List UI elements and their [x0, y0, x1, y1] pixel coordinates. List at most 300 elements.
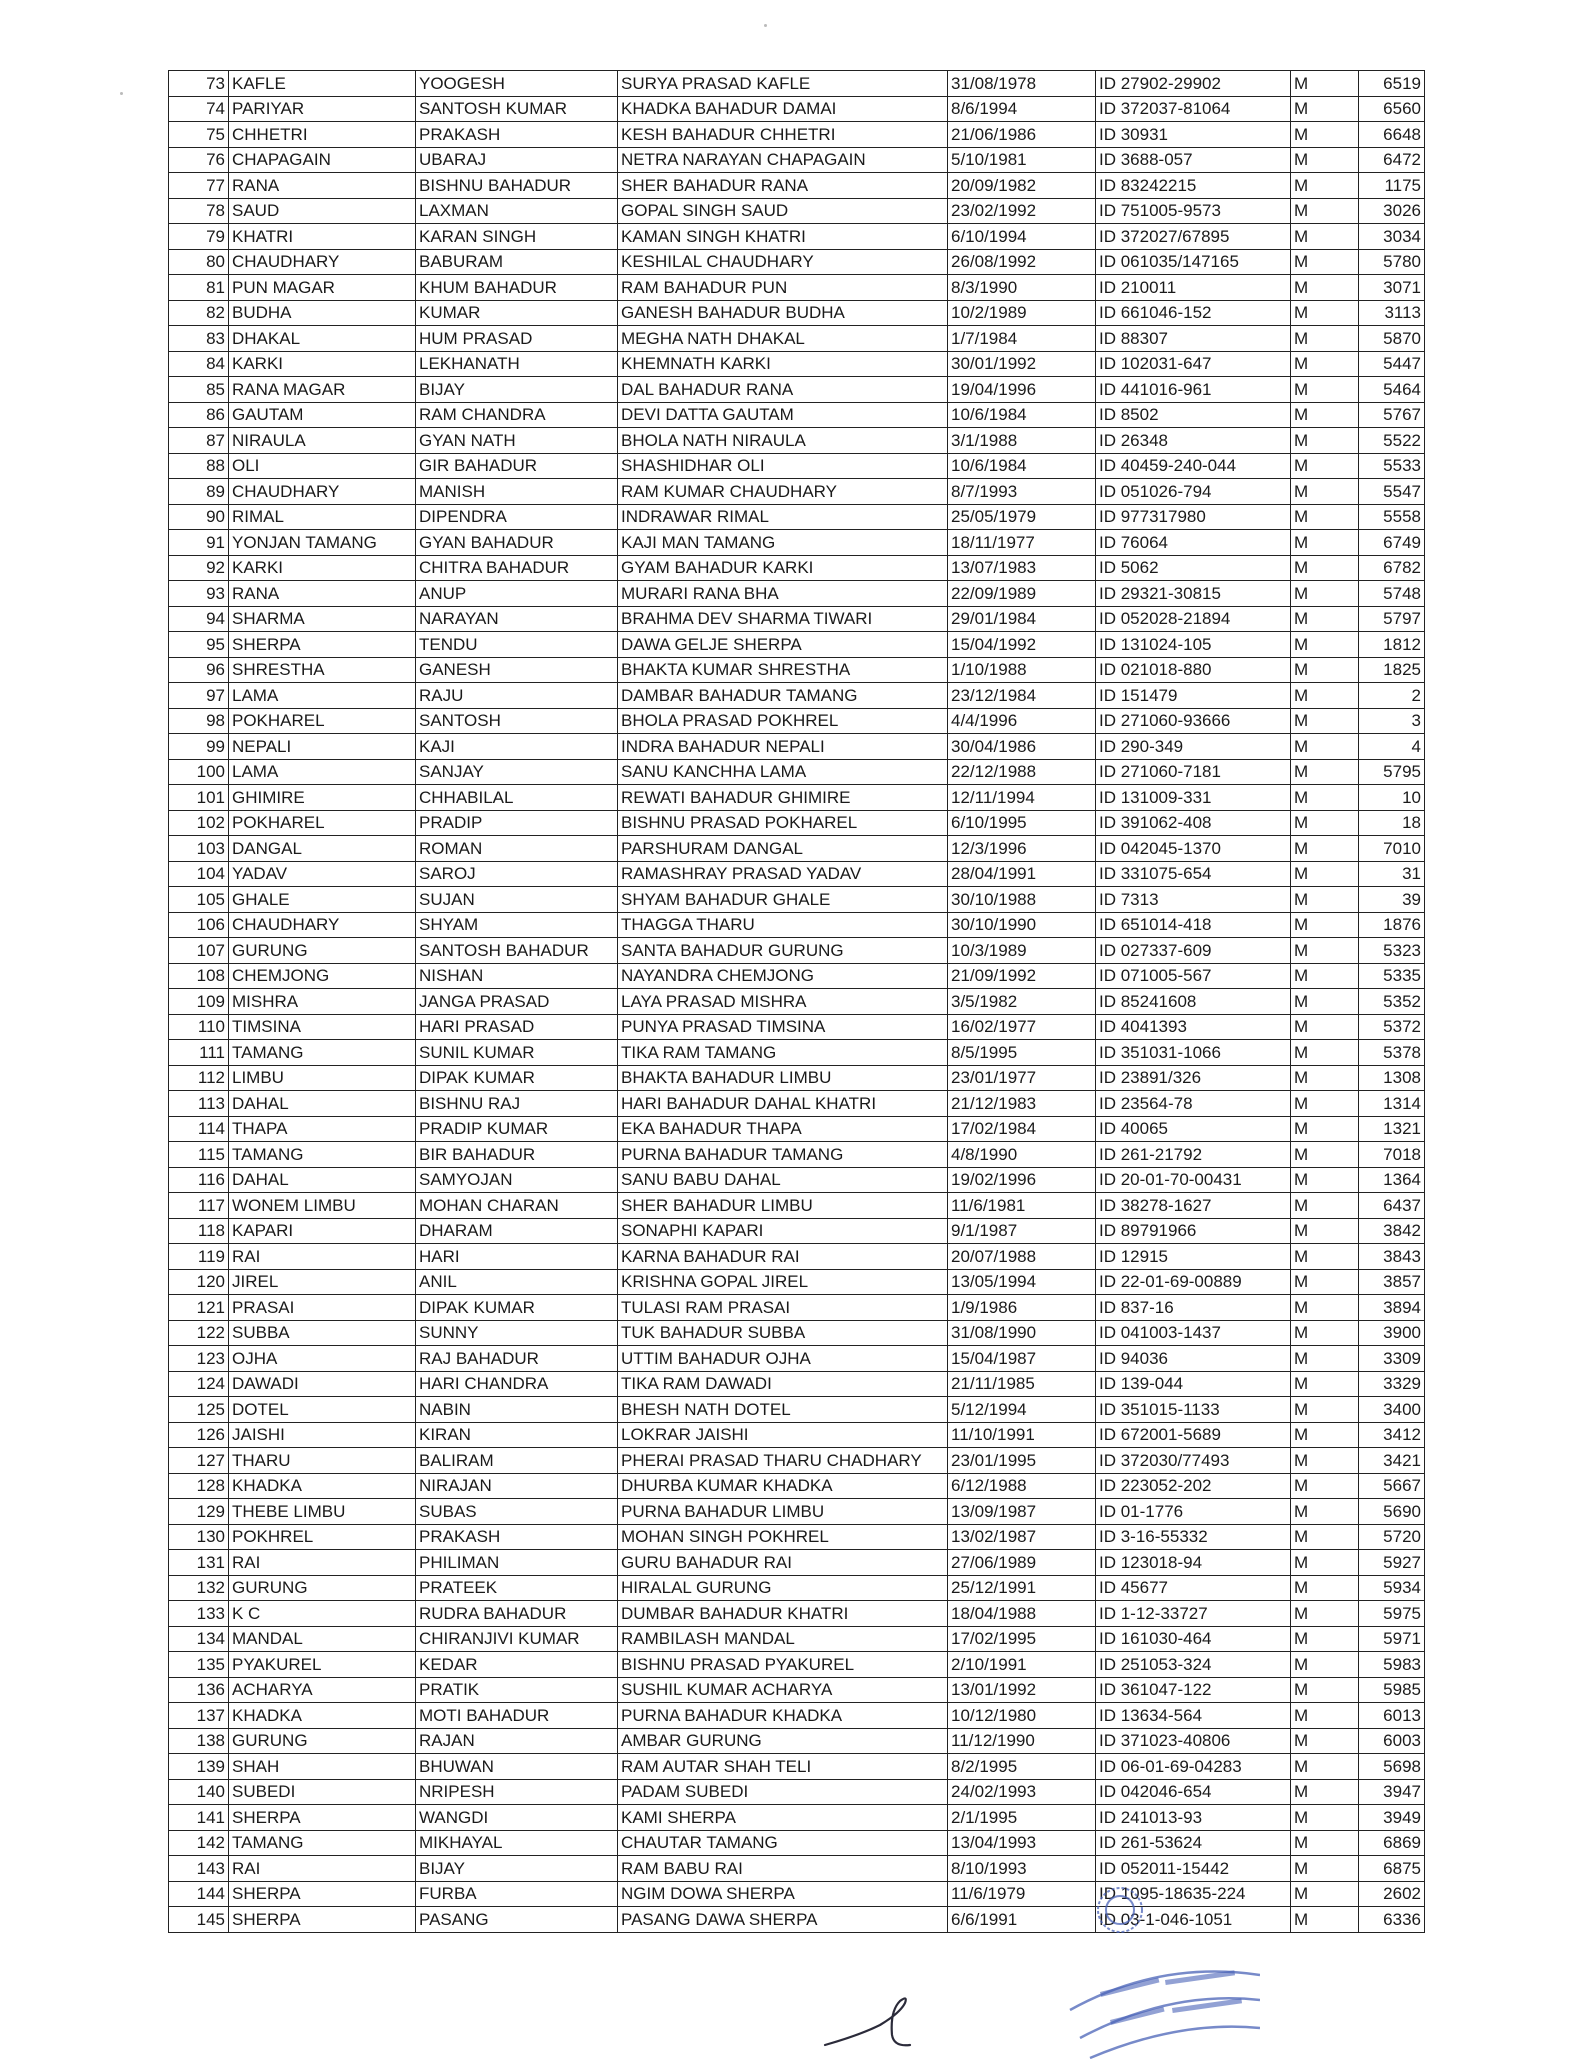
gender-cell: M	[1291, 1371, 1359, 1397]
serial-number-cell: 104	[169, 861, 229, 887]
gender-cell: M	[1291, 1907, 1359, 1933]
serial-number-cell: 106	[169, 912, 229, 938]
serial-number-cell: 86	[169, 402, 229, 428]
code-cell: 6560	[1359, 96, 1425, 122]
table-row	[169, 71, 1425, 97]
table-row	[169, 861, 1425, 887]
serial-number-cell: 135	[169, 1652, 229, 1678]
code-cell: 5533	[1359, 453, 1425, 479]
given-name-cell: BABURAM	[416, 249, 618, 275]
gender-cell: M	[1291, 1779, 1359, 1805]
id-number-cell: ID 027337-609	[1096, 938, 1291, 964]
gender-cell: M	[1291, 606, 1359, 632]
surname-cell: NEPALI	[229, 734, 416, 760]
birth-date-cell: 21/11/1985	[948, 1371, 1096, 1397]
table-row	[169, 1269, 1425, 1295]
given-name-cell: NIRAJAN	[416, 1473, 618, 1499]
id-number-cell: ID 331075-654	[1096, 861, 1291, 887]
birth-date-cell: 21/09/1992	[948, 963, 1096, 989]
table-row	[169, 759, 1425, 785]
id-number-cell: ID 89791966	[1096, 1218, 1291, 1244]
serial-number-cell: 126	[169, 1422, 229, 1448]
table-row	[169, 530, 1425, 556]
father-name-cell: PURNA BAHADUR KHADKA	[618, 1703, 948, 1729]
code-cell: 6875	[1359, 1856, 1425, 1882]
id-number-cell: ID 30931	[1096, 122, 1291, 148]
gender-cell: M	[1291, 810, 1359, 836]
given-name-cell: BHUWAN	[416, 1754, 618, 1780]
code-cell: 5983	[1359, 1652, 1425, 1678]
given-name-cell: ROMAN	[416, 836, 618, 862]
father-name-cell: KESH BAHADUR CHHETRI	[618, 122, 948, 148]
id-number-cell: ID 052028-21894	[1096, 606, 1291, 632]
birth-date-cell: 13/01/1992	[948, 1677, 1096, 1703]
birth-date-cell: 23/12/1984	[948, 683, 1096, 709]
birth-date-cell: 3/1/1988	[948, 428, 1096, 454]
birth-date-cell: 30/10/1990	[948, 912, 1096, 938]
surname-cell: PRASAI	[229, 1295, 416, 1321]
father-name-cell: DAL BAHADUR RANA	[618, 377, 948, 403]
code-cell: 5323	[1359, 938, 1425, 964]
given-name-cell: KIRAN	[416, 1422, 618, 1448]
serial-number-cell: 82	[169, 300, 229, 326]
table-row	[169, 173, 1425, 199]
surname-cell: SHERPA	[229, 1805, 416, 1831]
gender-cell: M	[1291, 198, 1359, 224]
birth-date-cell: 18/04/1988	[948, 1601, 1096, 1627]
given-name-cell: NABIN	[416, 1397, 618, 1423]
gender-cell: M	[1291, 530, 1359, 556]
serial-number-cell: 81	[169, 275, 229, 301]
father-name-cell: RAMASHRAY PRASAD YADAV	[618, 861, 948, 887]
gender-cell: M	[1291, 1040, 1359, 1066]
id-number-cell: ID 351031-1066	[1096, 1040, 1291, 1066]
surname-cell: THAPA	[229, 1116, 416, 1142]
code-cell: 1321	[1359, 1116, 1425, 1142]
surname-cell: LAMA	[229, 683, 416, 709]
code-cell: 3400	[1359, 1397, 1425, 1423]
father-name-cell: SANU BABU DAHAL	[618, 1167, 948, 1193]
father-name-cell: BHAKTA KUMAR SHRESTHA	[618, 657, 948, 683]
given-name-cell: LEKHANATH	[416, 351, 618, 377]
birth-date-cell: 12/11/1994	[948, 785, 1096, 811]
surname-cell: KHADKA	[229, 1703, 416, 1729]
given-name-cell: BIR BAHADUR	[416, 1142, 618, 1168]
code-cell: 7018	[1359, 1142, 1425, 1168]
father-name-cell: CHAUTAR TAMANG	[618, 1830, 948, 1856]
code-cell: 3034	[1359, 224, 1425, 250]
serial-number-cell: 101	[169, 785, 229, 811]
table-row	[169, 1524, 1425, 1550]
code-cell: 5720	[1359, 1524, 1425, 1550]
given-name-cell: WANGDI	[416, 1805, 618, 1831]
given-name-cell: NRIPESH	[416, 1779, 618, 1805]
id-number-cell: ID 03-1-046-1051	[1096, 1907, 1291, 1933]
father-name-cell: REWATI BAHADUR GHIMIRE	[618, 785, 948, 811]
birth-date-cell: 31/08/1990	[948, 1320, 1096, 1346]
father-name-cell: SUSHIL KUMAR ACHARYA	[618, 1677, 948, 1703]
code-cell: 3113	[1359, 300, 1425, 326]
serial-number-cell: 136	[169, 1677, 229, 1703]
serial-number-cell: 107	[169, 938, 229, 964]
birth-date-cell: 13/07/1983	[948, 555, 1096, 581]
given-name-cell: MOHAN CHARAN	[416, 1193, 618, 1219]
surname-cell: MANDAL	[229, 1626, 416, 1652]
birth-date-cell: 3/5/1982	[948, 989, 1096, 1015]
given-name-cell: KEDAR	[416, 1652, 618, 1678]
birth-date-cell: 26/08/1992	[948, 249, 1096, 275]
given-name-cell: PRAKASH	[416, 1524, 618, 1550]
surname-cell: OLI	[229, 453, 416, 479]
father-name-cell: TIKA RAM TAMANG	[618, 1040, 948, 1066]
father-name-cell: PURNA BAHADUR TAMANG	[618, 1142, 948, 1168]
code-cell: 5797	[1359, 606, 1425, 632]
given-name-cell: SUJAN	[416, 887, 618, 913]
code-cell: 2602	[1359, 1881, 1425, 1907]
code-cell: 5971	[1359, 1626, 1425, 1652]
id-number-cell: ID 361047-122	[1096, 1677, 1291, 1703]
given-name-cell: SANTOSH	[416, 708, 618, 734]
code-cell: 3309	[1359, 1346, 1425, 1372]
father-name-cell: BISHNU PRASAD POKHAREL	[618, 810, 948, 836]
table-row	[169, 1601, 1425, 1627]
father-name-cell: GYAM BAHADUR KARKI	[618, 555, 948, 581]
code-cell: 3	[1359, 708, 1425, 734]
birth-date-cell: 11/10/1991	[948, 1422, 1096, 1448]
table-row	[169, 96, 1425, 122]
gender-cell: M	[1291, 1116, 1359, 1142]
table-row	[169, 708, 1425, 734]
code-cell: 1812	[1359, 632, 1425, 658]
table-row	[169, 1142, 1425, 1168]
given-name-cell: RAJAN	[416, 1728, 618, 1754]
code-cell: 3843	[1359, 1244, 1425, 1270]
surname-cell: CHAPAGAIN	[229, 147, 416, 173]
birth-date-cell: 23/01/1977	[948, 1065, 1096, 1091]
birth-date-cell: 8/5/1995	[948, 1040, 1096, 1066]
gender-cell: M	[1291, 1142, 1359, 1168]
birth-date-cell: 11/6/1979	[948, 1881, 1096, 1907]
birth-date-cell: 15/04/1992	[948, 632, 1096, 658]
serial-number-cell: 118	[169, 1218, 229, 1244]
surname-cell: K C	[229, 1601, 416, 1627]
serial-number-cell: 109	[169, 989, 229, 1015]
birth-date-cell: 25/12/1991	[948, 1575, 1096, 1601]
surname-cell: KARKI	[229, 555, 416, 581]
surname-cell: RANA	[229, 173, 416, 199]
table-row	[169, 989, 1425, 1015]
surname-cell: CHAUDHARY	[229, 249, 416, 275]
code-cell: 6648	[1359, 122, 1425, 148]
father-name-cell: DEVI DATTA GAUTAM	[618, 402, 948, 428]
id-number-cell: ID 13634-564	[1096, 1703, 1291, 1729]
code-cell: 5780	[1359, 249, 1425, 275]
gender-cell: M	[1291, 479, 1359, 505]
birth-date-cell: 25/05/1979	[948, 504, 1096, 530]
given-name-cell: GYAN NATH	[416, 428, 618, 454]
code-cell: 6472	[1359, 147, 1425, 173]
given-name-cell: MANISH	[416, 479, 618, 505]
id-number-cell: ID 8502	[1096, 402, 1291, 428]
gender-cell: M	[1291, 71, 1359, 97]
birth-date-cell: 8/10/1993	[948, 1856, 1096, 1882]
code-cell: 3947	[1359, 1779, 1425, 1805]
serial-number-cell: 76	[169, 147, 229, 173]
id-number-cell: ID 052011-15442	[1096, 1856, 1291, 1882]
table-row	[169, 1652, 1425, 1678]
birth-date-cell: 24/02/1993	[948, 1779, 1096, 1805]
code-cell: 5870	[1359, 326, 1425, 352]
table-row	[169, 428, 1425, 454]
table-row	[169, 249, 1425, 275]
gender-cell: M	[1291, 1575, 1359, 1601]
code-cell: 6782	[1359, 555, 1425, 581]
serial-number-cell: 120	[169, 1269, 229, 1295]
father-name-cell: SHYAM BAHADUR GHALE	[618, 887, 948, 913]
id-number-cell: ID 83242215	[1096, 173, 1291, 199]
id-number-cell: ID 151479	[1096, 683, 1291, 709]
serial-number-cell: 75	[169, 122, 229, 148]
birth-date-cell: 11/12/1990	[948, 1728, 1096, 1754]
table-row	[169, 300, 1425, 326]
given-name-cell: CHHABILAL	[416, 785, 618, 811]
given-name-cell: CHITRA BAHADUR	[416, 555, 618, 581]
id-number-cell: ID 38278-1627	[1096, 1193, 1291, 1219]
birth-date-cell: 1/7/1984	[948, 326, 1096, 352]
given-name-cell: KARAN SINGH	[416, 224, 618, 250]
surname-cell: RAI	[229, 1244, 416, 1270]
gender-cell: M	[1291, 326, 1359, 352]
birth-date-cell: 12/3/1996	[948, 836, 1096, 862]
birth-date-cell: 8/6/1994	[948, 96, 1096, 122]
gender-cell: M	[1291, 708, 1359, 734]
father-name-cell: PHERAI PRASAD THARU CHADHARY	[618, 1448, 948, 1474]
given-name-cell: CHIRANJIVI KUMAR	[416, 1626, 618, 1652]
table-row	[169, 1830, 1425, 1856]
birth-date-cell: 21/12/1983	[948, 1091, 1096, 1117]
father-name-cell: KRISHNA GOPAL JIREL	[618, 1269, 948, 1295]
surname-cell: DHAKAL	[229, 326, 416, 352]
surname-cell: POKHAREL	[229, 708, 416, 734]
roster-table	[168, 70, 1425, 1933]
father-name-cell: EKA BAHADUR THAPA	[618, 1116, 948, 1142]
father-name-cell: DAWA GELJE SHERPA	[618, 632, 948, 658]
id-number-cell: ID 1095-18635-224	[1096, 1881, 1291, 1907]
gender-cell: M	[1291, 122, 1359, 148]
birth-date-cell: 31/08/1978	[948, 71, 1096, 97]
birth-date-cell: 20/07/1988	[948, 1244, 1096, 1270]
serial-number-cell: 79	[169, 224, 229, 250]
given-name-cell: SUNNY	[416, 1320, 618, 1346]
birth-date-cell: 13/05/1994	[948, 1269, 1096, 1295]
surname-cell: SHAH	[229, 1754, 416, 1780]
code-cell: 5748	[1359, 581, 1425, 607]
id-number-cell: ID 139-044	[1096, 1371, 1291, 1397]
code-cell: 10	[1359, 785, 1425, 811]
id-number-cell: ID 5062	[1096, 555, 1291, 581]
id-number-cell: ID 45677	[1096, 1575, 1291, 1601]
birth-date-cell: 18/11/1977	[948, 530, 1096, 556]
id-number-cell: ID 85241608	[1096, 989, 1291, 1015]
table-row	[169, 938, 1425, 964]
code-cell: 5667	[1359, 1473, 1425, 1499]
given-name-cell: BALIRAM	[416, 1448, 618, 1474]
id-number-cell: ID 290-349	[1096, 734, 1291, 760]
gender-cell: M	[1291, 428, 1359, 454]
id-number-cell: ID 27902-29902	[1096, 71, 1291, 97]
surname-cell: JAISHI	[229, 1422, 416, 1448]
id-number-cell: ID 161030-464	[1096, 1626, 1291, 1652]
code-cell: 5795	[1359, 759, 1425, 785]
id-number-cell: ID 261-21792	[1096, 1142, 1291, 1168]
id-number-cell: ID 051026-794	[1096, 479, 1291, 505]
gender-cell: M	[1291, 1550, 1359, 1576]
serial-number-cell: 138	[169, 1728, 229, 1754]
table-row	[169, 147, 1425, 173]
gender-cell: M	[1291, 1626, 1359, 1652]
given-name-cell: HUM PRASAD	[416, 326, 618, 352]
father-name-cell: PADAM SUBEDI	[618, 1779, 948, 1805]
serial-number-cell: 121	[169, 1295, 229, 1321]
father-name-cell: MEGHA NATH DHAKAL	[618, 326, 948, 352]
surname-cell: SHRESTHA	[229, 657, 416, 683]
birth-date-cell: 2/1/1995	[948, 1805, 1096, 1831]
surname-cell: KHADKA	[229, 1473, 416, 1499]
serial-number-cell: 124	[169, 1371, 229, 1397]
father-name-cell: SANU KANCHHA LAMA	[618, 759, 948, 785]
birth-date-cell: 10/3/1989	[948, 938, 1096, 964]
id-number-cell: ID 672001-5689	[1096, 1422, 1291, 1448]
birth-date-cell: 6/6/1991	[948, 1907, 1096, 1933]
code-cell: 39	[1359, 887, 1425, 913]
table-row	[169, 1422, 1425, 1448]
gender-cell: M	[1291, 1269, 1359, 1295]
given-name-cell: GYAN BAHADUR	[416, 530, 618, 556]
given-name-cell: BISHNU BAHADUR	[416, 173, 618, 199]
code-cell: 6003	[1359, 1728, 1425, 1754]
gender-cell: M	[1291, 275, 1359, 301]
surname-cell: POKHREL	[229, 1524, 416, 1550]
father-name-cell: PURNA BAHADUR LIMBU	[618, 1499, 948, 1525]
table-row	[169, 1320, 1425, 1346]
table-row	[169, 1371, 1425, 1397]
birth-date-cell: 19/04/1996	[948, 377, 1096, 403]
table-row	[169, 1805, 1425, 1831]
code-cell: 6013	[1359, 1703, 1425, 1729]
father-name-cell: KAJI MAN TAMANG	[618, 530, 948, 556]
id-number-cell: ID 041003-1437	[1096, 1320, 1291, 1346]
roster-body	[169, 71, 1425, 1933]
gender-cell: M	[1291, 1881, 1359, 1907]
father-name-cell: GURU BAHADUR RAI	[618, 1550, 948, 1576]
gender-cell: M	[1291, 1065, 1359, 1091]
serial-number-cell: 78	[169, 198, 229, 224]
serial-number-cell: 103	[169, 836, 229, 862]
id-number-cell: ID 661046-152	[1096, 300, 1291, 326]
serial-number-cell: 74	[169, 96, 229, 122]
birth-date-cell: 11/6/1981	[948, 1193, 1096, 1219]
surname-cell: GHALE	[229, 887, 416, 913]
table-row	[169, 1244, 1425, 1270]
birth-date-cell: 20/09/1982	[948, 173, 1096, 199]
surname-cell: GURUNG	[229, 1728, 416, 1754]
serial-number-cell: 144	[169, 1881, 229, 1907]
gender-cell: M	[1291, 1728, 1359, 1754]
father-name-cell: THAGGA THARU	[618, 912, 948, 938]
birth-date-cell: 16/02/1977	[948, 1014, 1096, 1040]
gender-cell: M	[1291, 1703, 1359, 1729]
gender-cell: M	[1291, 1244, 1359, 1270]
serial-number-cell: 123	[169, 1346, 229, 1372]
given-name-cell: PRADIP KUMAR	[416, 1116, 618, 1142]
gender-cell: M	[1291, 1499, 1359, 1525]
father-name-cell: BRAHMA DEV SHARMA TIWARI	[618, 606, 948, 632]
father-name-cell: DUMBAR BAHADUR KHATRI	[618, 1601, 948, 1627]
given-name-cell: SAMYOJAN	[416, 1167, 618, 1193]
given-name-cell: RAJU	[416, 683, 618, 709]
birth-date-cell: 13/02/1987	[948, 1524, 1096, 1550]
gender-cell: M	[1291, 938, 1359, 964]
surname-cell: KHATRI	[229, 224, 416, 250]
surname-cell: TAMANG	[229, 1830, 416, 1856]
gender-cell: M	[1291, 402, 1359, 428]
table-row	[169, 1448, 1425, 1474]
serial-number-cell: 114	[169, 1116, 229, 1142]
given-name-cell: MOTI BAHADUR	[416, 1703, 618, 1729]
gender-cell: M	[1291, 683, 1359, 709]
surname-cell: RAI	[229, 1550, 416, 1576]
surname-cell: SHERPA	[229, 1907, 416, 1933]
code-cell: 1364	[1359, 1167, 1425, 1193]
birth-date-cell: 30/04/1986	[948, 734, 1096, 760]
serial-number-cell: 139	[169, 1754, 229, 1780]
gender-cell: M	[1291, 963, 1359, 989]
given-name-cell: PHILIMAN	[416, 1550, 618, 1576]
table-row	[169, 1014, 1425, 1040]
serial-number-cell: 102	[169, 810, 229, 836]
father-name-cell: LAYA PRASAD MISHRA	[618, 989, 948, 1015]
gender-cell: M	[1291, 1218, 1359, 1244]
table-row	[169, 122, 1425, 148]
given-name-cell: JANGA PRASAD	[416, 989, 618, 1015]
father-name-cell: BISHNU PRASAD PYAKUREL	[618, 1652, 948, 1678]
id-number-cell: ID 391062-408	[1096, 810, 1291, 836]
serial-number-cell: 89	[169, 479, 229, 505]
table-row	[169, 1626, 1425, 1652]
code-cell: 5934	[1359, 1575, 1425, 1601]
table-row	[169, 1295, 1425, 1321]
given-name-cell: PRADIP	[416, 810, 618, 836]
surname-cell: JIREL	[229, 1269, 416, 1295]
id-number-cell: ID 23891/326	[1096, 1065, 1291, 1091]
father-name-cell: TULASI RAM PRASAI	[618, 1295, 948, 1321]
serial-number-cell: 83	[169, 326, 229, 352]
birth-date-cell: 5/12/1994	[948, 1397, 1096, 1423]
birth-date-cell: 22/09/1989	[948, 581, 1096, 607]
code-cell: 5335	[1359, 963, 1425, 989]
serial-number-cell: 119	[169, 1244, 229, 1270]
birth-date-cell: 2/10/1991	[948, 1652, 1096, 1678]
surname-cell: THEBE LIMBU	[229, 1499, 416, 1525]
table-row	[169, 1550, 1425, 1576]
id-number-cell: ID 4041393	[1096, 1014, 1291, 1040]
serial-number-cell: 112	[169, 1065, 229, 1091]
id-number-cell: ID 251053-324	[1096, 1652, 1291, 1678]
serial-number-cell: 111	[169, 1040, 229, 1066]
father-name-cell: GANESH BAHADUR BUDHA	[618, 300, 948, 326]
father-name-cell: INDRAWAR RIMAL	[618, 504, 948, 530]
code-cell: 3412	[1359, 1422, 1425, 1448]
